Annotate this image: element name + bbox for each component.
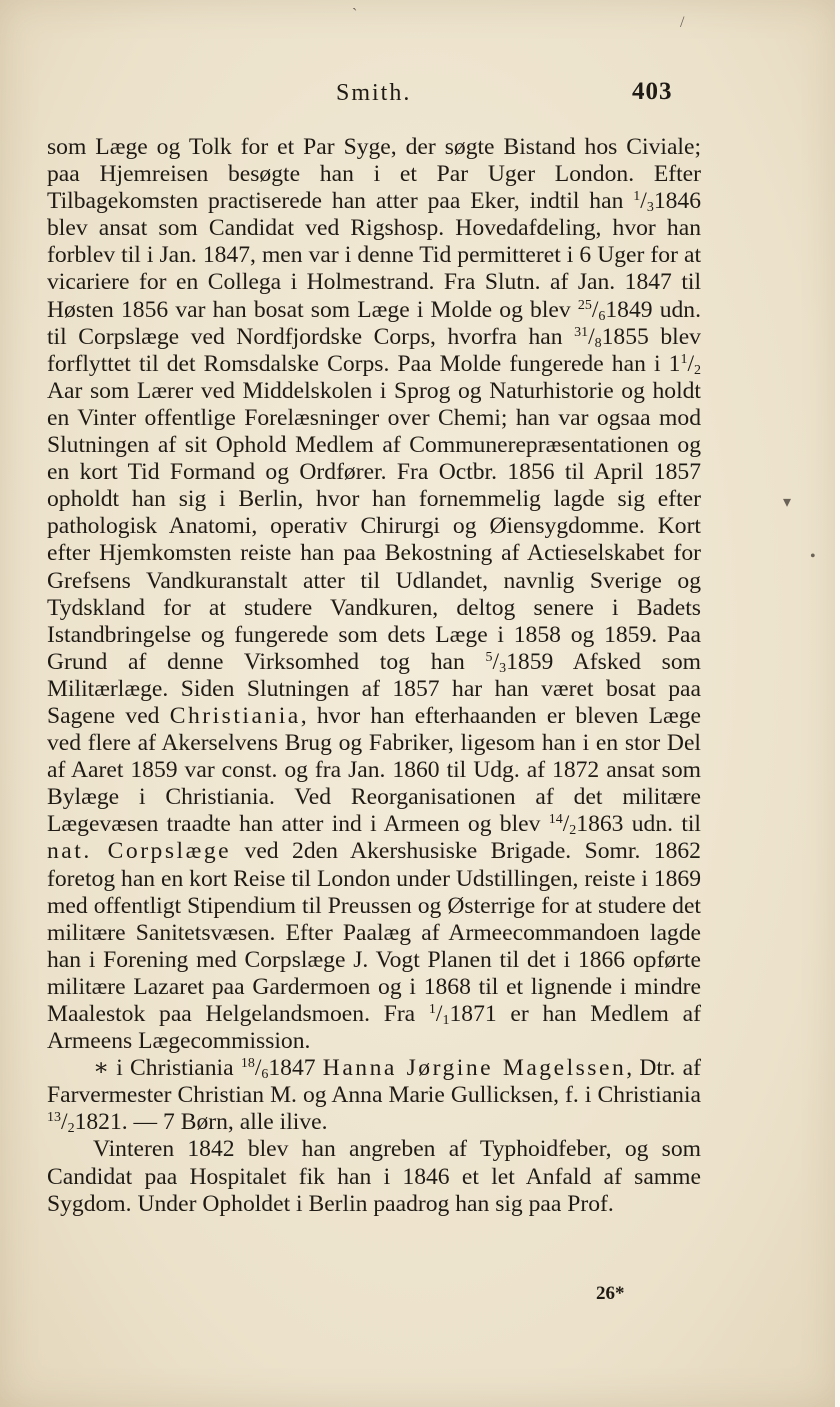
fraction-numerator: 1 bbox=[680, 351, 688, 367]
scan-speck: / bbox=[680, 14, 685, 31]
fraction-numerator: 14 bbox=[548, 812, 563, 828]
married-symbol: ∗ bbox=[93, 1055, 110, 1082]
fraction-denominator: 6 bbox=[598, 308, 606, 324]
fraction-numerator: 18 bbox=[240, 1056, 255, 1072]
fraction-numerator: 25 bbox=[577, 297, 592, 313]
fraction-numerator: 1 bbox=[633, 189, 641, 205]
text-run: 1855 blev forflyttet til det Romsdalske Corps. Paa Molde fungerede han i 1 bbox=[47, 323, 701, 377]
text-run: 1871 er han Medlem af Armeens Lægecommission. bbox=[47, 1001, 701, 1055]
scan-speck: ` bbox=[352, 6, 358, 23]
text-run: , hvor han efterhaanden er bleven Læge ved flere af Akerselvens Brug og Fabriker, ligesom han i en stor Del af Aaret 1859 var const. og fra Jan. 1860 til Udg. af 1872 ansat som Bylæge i Christiania. Ved Reorganisationen af det militære Lægevæsen traadte han atter ind i Armeen og blev bbox=[47, 702, 701, 838]
paragraph-illness bbox=[47, 1136, 701, 1217]
fraction-denominator: 3 bbox=[499, 660, 507, 676]
text-run: ved 2den Akershusiske Brigade. Somr. 1862 foretog han en kort Reise til London under Udstillingen, reiste i 1869 med offentligt Stipendium til Preussen og Østerrige for at studere det militære Sanitetsvæsen. Efter Paalæg af Armeecommandoen lagde han i Forening med Corpslæge J. Vogt Planen til det i 1866 opførte militære Lazaret paa Gardermoen og i 1868 til et lignende i mindre Maalestok paa Helgelandsmoen. Fra bbox=[47, 838, 701, 1027]
text-run: 1863 udn. til bbox=[576, 811, 701, 838]
fraction-denominator: 2 bbox=[67, 1121, 75, 1137]
text-run: 1859 Afsked som Militærlæge. Siden Slutningen af 1857 har han været bosat paa Sagene ved bbox=[47, 648, 701, 729]
fraction-denominator: 6 bbox=[261, 1067, 269, 1083]
running-head: Smith. bbox=[336, 80, 412, 106]
page-edge bbox=[835, 0, 840, 1407]
signature-mark: 26* bbox=[596, 1283, 625, 1304]
page-number: 403 bbox=[632, 78, 673, 105]
fraction-denominator: 1 bbox=[442, 1013, 450, 1028]
text-run: i Christiania bbox=[109, 1055, 241, 1082]
text-run: 1821. — 7 Børn, alle ilive. bbox=[74, 1109, 328, 1136]
fraction-numerator: 31 bbox=[574, 324, 589, 340]
text-run: som Læge og Tolk for et Par Syge, der søgte Bistand hos Civiale; paa Hjemreisen besøgte han i et Par Uger London. Efter Tilbagekomsten practiserede han atter paa Eker, indtil han bbox=[47, 134, 701, 215]
text-run: 1849 udn. til Corpslæge ved Nordfjordske Corps, hvorfra han bbox=[47, 296, 702, 350]
fraction-denominator: 2 bbox=[694, 362, 701, 378]
spaced-name: Christiania bbox=[169, 702, 301, 729]
text-run: , Dtr. af Farvermester Christian M. og Anna Marie Gullicksen, f. i Christiania bbox=[47, 1055, 701, 1109]
paragraph-career: som Læge og Tolk for et Par Syge, der søgte Bistand hos Civiale; paa Hjemreisen besøgte han i et Par Uger London. Efter Tilbagekomsten practiserede han atter paa Eker, indtil han $^1/_31846$ blev ansat som Candidat ved Rigshosp. Hovedafdeling, hvor han forblev til i Jan. 1847, men var i denne Tid permitteret i 6 Uger for at vicariere for en Collega i Holmestrand. Fra Slutn. af Jan. 1847 til Høsten 1856 var han bosat som Læge i Molde og blev $^{25}/_61849$ udn. til Corpslæge ved Nordfjordske Corps, hvorfra han $^{31}/_81855$ blev forflyttet til det Romsdalske Corps. Paa Molde fungerede han i $1^1/_2$ Aar som Lærer ved Middelskolen i Sprog og Naturhistorie og holdt en Vinter offentlige Forelæsninger over Chemi; han var ogsaa mod Slutningen af sit Ophold Medlem af Communerepræsentationen og en kort Tid Formand og Ordfører. Fra Octbr. 1856 til April 1857 opholdt han sig i Berlin, hvor han fornemmelig lagde sig efter pathologisk Anatomi, operativ Chirurgi og Øiensygdomme. Kort efter Hjemkomsten reiste han paa Bekostning af Actieselskabet for Grefsens Vandkuranstalt atter til Udlandet, navnlig Sverige og Tydskland for at studere Vandkuren, deltog senere i Badets Istandbringelse og fungerede som dets Læge i 1858 og 1859. Paa Grund af denne Virksomhed tog han $^5/_31859$ Afsked som Militærlæge. Siden Slutningen af 1857 har han været bosat paa Sagene ved Christiania, hvor han efterhaanden er bleven Læge ved flere af Akerselvens Brug og Fabriker, ligesom han i en stor Del af Aaret 1859 var const. og fra Jan. 1860 til Udg. af 1872 ansat som Bylæge i Christiania. Ved Reorganisationen af det militære Lægevæsen traadte han atter ind i Armeen og blev $^{14}/_21863$ udn. til nat. Corpslæge ved 2den Akershusiske Brigade. Somr. 1862 foretog han en kort Reise til London under Udstillingen, reiste i 1869 med offentligt Stipendium til Preussen og Østerrige for at studere det militære Sanitetsvæsen. Efter Paalæg af Armeecommandoen lagde han i Forening med Corpslæge J. Vogt Planen til det i 1866 opførte militære Lazaret paa Gardermoen og i 1868 til et lignende i mindre Maalestok paa Helgelandsmoen. Fra $^1/_11871$ er han Medlem af Armeens Lægecommission. bbox=[47, 134, 702, 1055]
text-run: Aar som Lærer ved Middelskolen i Sprog og Naturhistorie og holdt en Vinter offentlige Forelæsninger over Chemi; han var ogsaa mod Slutningen af sit Ophold Medlem af Communerepræsentationen og en kort Tid Formand og Ordfører. Fra Octbr. 1856 til April 1857 opholdt han sig i Berlin, hvor han fornemmelig lagde sig efter pathologisk Anatomi, operativ Chirurgi og Øiensygdomme. Kort efter Hjemkomsten reiste han paa Bekostning af Actieselskabet for Grefsens Vandkuranstalt atter til Udlandet, navnlig Sverige og Tydskland for at studere Vandkuren, deltog senere i Badets Istandbringelse og fungerede som dets Læge i 1858 og 1859. Paa Grund af denne Virksomhed tog han bbox=[47, 377, 701, 675]
page-header bbox=[0, 80, 840, 116]
fraction-denominator: 3 bbox=[646, 200, 654, 216]
spaced-title: nat. Corpslæge bbox=[47, 838, 232, 865]
scan-speck: ▾ bbox=[783, 494, 792, 511]
text-run: Vinteren 1842 blev han angreben af Typhoidfeber, og som Candidat paa Hospitalet fik han i 1846 et let Anfald af samme Sygdom. Under Opholdet i Berlin paadrog han sig paa Prof. bbox=[47, 1136, 701, 1217]
fraction-numerator: 1 bbox=[428, 1002, 436, 1017]
text-run: 1846 blev ansat som Candidat ved Rigshosp. Hovedafdeling, hvor han forblev til i Jan. 1847, men var i denne Tid permitteret i 6 Uger for at vicariere for en Collega i Holmestrand. Fra Slutn. af Jan. 1847 til Høsten 1856 var han bosat som Læge i Molde og blev bbox=[47, 188, 701, 323]
spaced-name: Hanna Jørgine Magelssen bbox=[322, 1055, 627, 1082]
text-run: 1847 bbox=[268, 1055, 323, 1082]
fraction-denominator: 8 bbox=[594, 335, 602, 351]
fraction-numerator: 5 bbox=[485, 649, 493, 665]
scan-speck: • bbox=[810, 548, 816, 565]
fraction-denominator: 2 bbox=[569, 823, 577, 839]
fraction-numerator: 13 bbox=[47, 1110, 61, 1126]
paragraph-marriage: ∗ i Christiania $^{18}/_61847$ Hanna Jørgine Magelssen, Dtr. af Farvermester Christian M. og Anna Marie Gullicksen, f. i Christiania $^{13}/_21821$. — 7 Børn, alle ilive. bbox=[47, 1055, 701, 1137]
body-text bbox=[47, 134, 701, 1218]
